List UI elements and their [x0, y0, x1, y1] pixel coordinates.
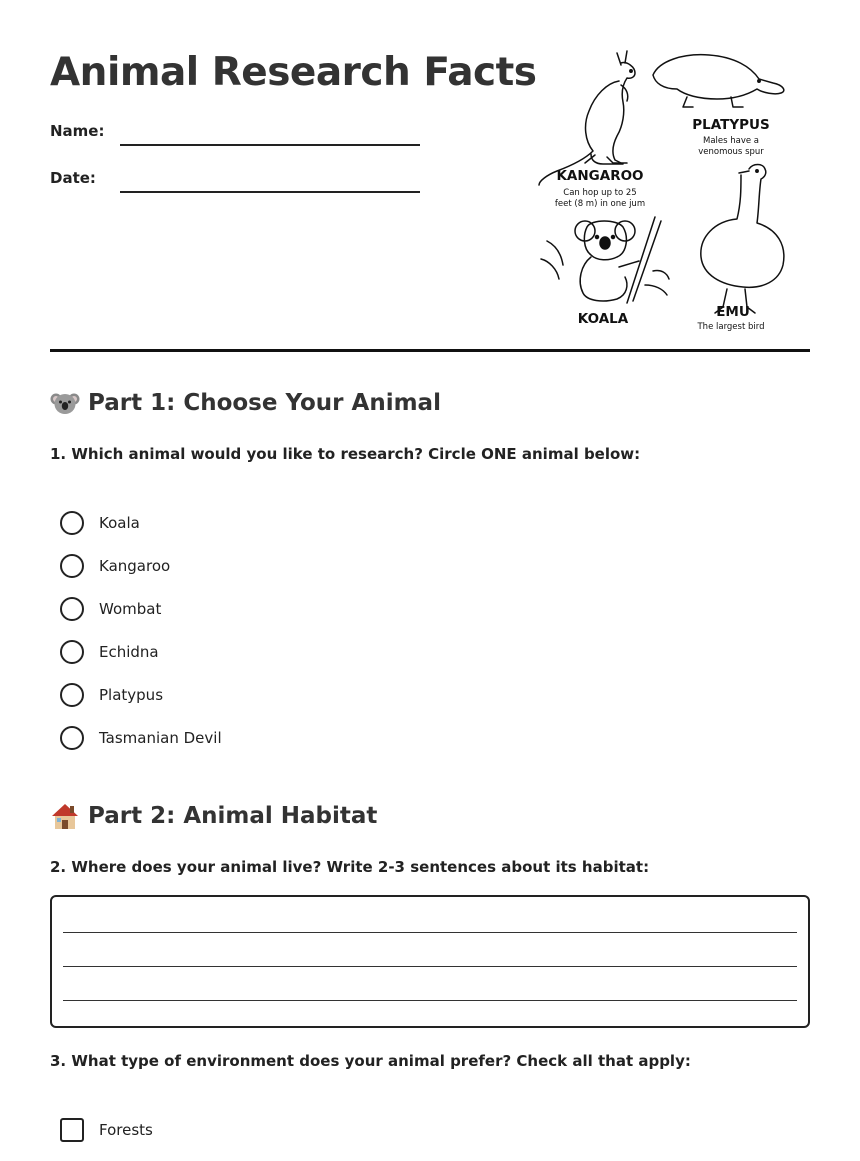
question-2: 2. Where does your animal live? Write 2-3 sentences about its habitat:	[50, 858, 650, 876]
animal-option[interactable]	[60, 553, 170, 579]
option-label: Platypus	[99, 686, 164, 704]
page-title: Animal Research Facts	[50, 50, 537, 95]
emu-fact-1: The largest bird	[697, 322, 765, 332]
part2-heading	[50, 801, 377, 831]
date-line[interactable]	[120, 191, 420, 193]
environment-option[interactable]	[60, 1117, 153, 1143]
koala-emoji-icon	[50, 388, 80, 418]
platypus-fact-2: venomous spur	[698, 147, 764, 157]
radio-circle[interactable]	[60, 511, 84, 535]
platypus-name: PLATYPUS	[692, 117, 770, 133]
radio-circle[interactable]	[60, 597, 84, 621]
question-1: 1. Which animal would you like to research? Circle ONE animal below:	[50, 445, 641, 463]
question-3: 3. What type of environment does your animal prefer? Check all that apply:	[50, 1052, 691, 1070]
habitat-answer-box[interactable]	[50, 895, 810, 1028]
animal-option[interactable]	[60, 596, 161, 622]
option-label: Echidna	[99, 643, 159, 661]
option-label: Kangaroo	[99, 557, 171, 575]
part2-heading-text: Part 2: Animal Habitat	[88, 803, 378, 829]
koala-name: KOALA	[577, 311, 629, 327]
koala-drawing	[541, 217, 669, 303]
animal-option[interactable]	[60, 682, 163, 708]
radio-circle[interactable]	[60, 554, 84, 578]
header-divider	[50, 349, 810, 352]
emu-drawing	[701, 165, 784, 314]
part1-heading	[50, 388, 441, 418]
writing-line	[63, 1000, 797, 1001]
radio-circle[interactable]	[60, 683, 84, 707]
animal-option[interactable]	[60, 510, 140, 536]
radio-circle[interactable]	[60, 640, 84, 664]
kangaroo-drawing	[539, 51, 635, 185]
name-line[interactable]	[120, 144, 420, 146]
option-label: Tasmanian Devil	[99, 729, 222, 747]
writing-line	[63, 966, 797, 967]
part1-heading-text: Part 1: Choose Your Animal	[88, 390, 441, 416]
kangaroo-fact-1: Can hop up to 25	[563, 188, 637, 198]
house-emoji-icon	[50, 801, 80, 831]
checkbox[interactable]	[60, 1118, 84, 1142]
platypus-fact-1: Males have a	[702, 136, 760, 146]
kangaroo-name: KANGAROO	[556, 168, 644, 184]
animal-option[interactable]	[60, 725, 222, 751]
emu-name: EMU	[716, 304, 750, 320]
option-label: Koala	[99, 514, 140, 532]
option-label: Wombat	[99, 600, 162, 618]
platypus-drawing	[653, 55, 784, 107]
date-label: Date:	[50, 169, 96, 187]
radio-circle[interactable]	[60, 726, 84, 750]
animal-option[interactable]	[60, 639, 159, 665]
kangaroo-fact-2: feet (8 m) in one jum	[554, 199, 646, 209]
name-label: Name:	[50, 122, 105, 140]
writing-line	[63, 932, 797, 933]
option-label: Forests	[99, 1121, 153, 1139]
australian-animals-illustration	[535, 45, 810, 332]
